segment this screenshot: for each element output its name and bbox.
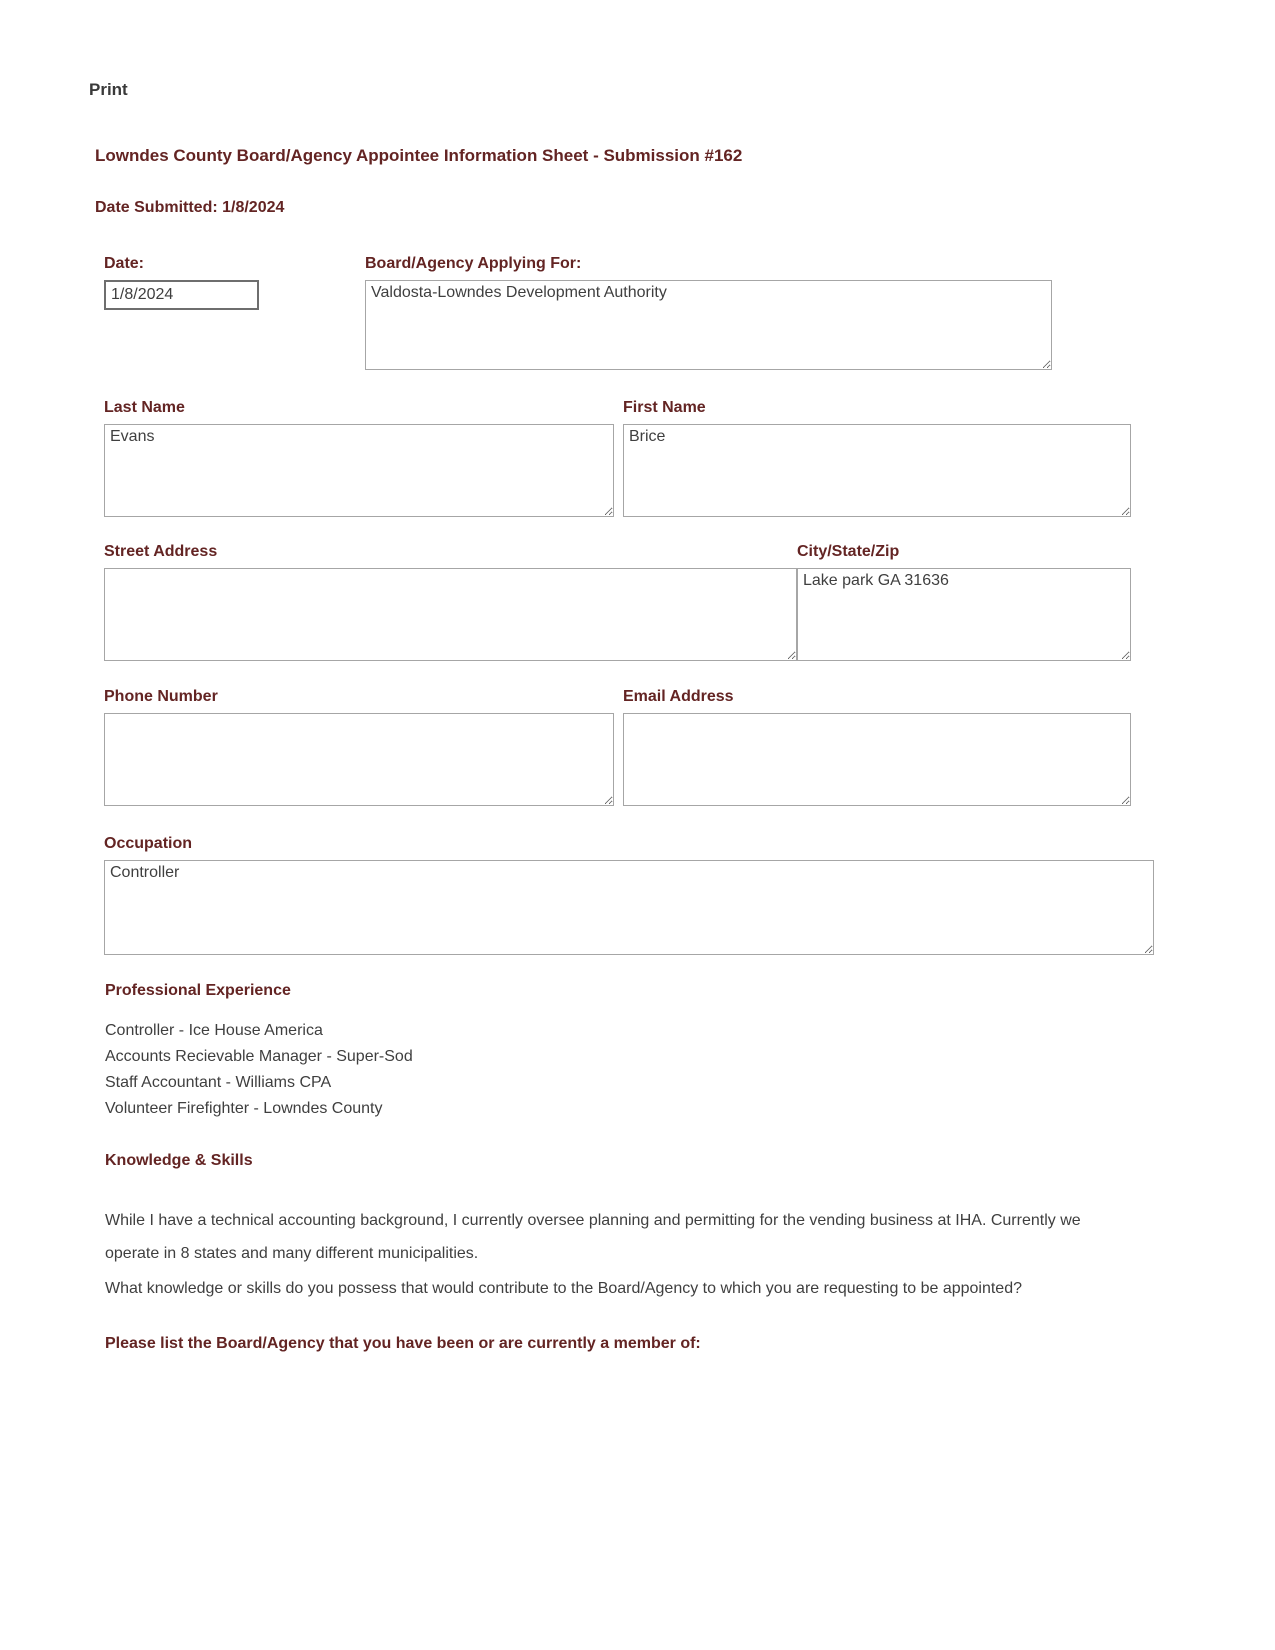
appointee-form — [104, 255, 1171, 955]
phone-textarea[interactable] — [104, 713, 614, 806]
first-name-label: First Name — [623, 399, 706, 416]
row-date-board — [104, 255, 1171, 370]
experience-line: Controller - Ice House America — [105, 1022, 323, 1039]
row-names — [104, 399, 1171, 517]
email-label: Email Address — [623, 688, 734, 705]
date-submitted: Date Submitted: 1/8/2024 — [95, 199, 285, 216]
print-button[interactable]: Print — [89, 80, 128, 99]
field-email — [623, 688, 1131, 806]
street-address-label: Street Address — [104, 543, 218, 560]
last-name-label: Last Name — [104, 399, 185, 416]
first-name-textarea[interactable] — [623, 424, 1131, 517]
city-state-zip-label: City/State/Zip — [797, 543, 900, 560]
experience-line: Volunteer Firefighter - Lowndes County — [105, 1100, 383, 1117]
field-first-name — [623, 399, 1131, 517]
row-contact — [104, 688, 1171, 806]
field-phone — [104, 688, 614, 806]
board-agency-label: Board/Agency Applying For: — [365, 255, 582, 272]
street-address-textarea[interactable] — [104, 568, 797, 661]
occupation-label: Occupation — [104, 835, 193, 852]
page-title: Lowndes County Board/Agency Appointee Information Sheet - Submission #162 — [95, 146, 743, 165]
experience-line: Accounts Recievable Manager - Super-Sod — [105, 1048, 413, 1065]
field-occupation — [104, 835, 1171, 955]
date-label: Date: — [104, 255, 145, 272]
field-street-address — [104, 543, 797, 661]
email-textarea[interactable] — [623, 713, 1131, 806]
board-agency-textarea[interactable] — [365, 280, 1052, 370]
field-last-name — [104, 399, 614, 517]
professional-experience-heading: Professional Experience — [105, 982, 291, 999]
knowledge-skills-heading: Knowledge & Skills — [105, 1152, 253, 1169]
phone-label: Phone Number — [104, 688, 218, 705]
professional-experience-list — [105, 1018, 1275, 1122]
experience-line: Staff Accountant - Williams CPA — [105, 1074, 332, 1091]
field-city-state-zip — [797, 543, 1131, 661]
occupation-textarea[interactable] — [104, 860, 1154, 955]
row-address — [104, 543, 1171, 661]
date-input[interactable] — [104, 280, 259, 310]
field-board-agency — [365, 255, 1052, 370]
last-name-textarea[interactable] — [104, 424, 614, 517]
field-date — [104, 255, 365, 310]
knowledge-skills-question: What knowledge or skills do you possess that would contribute to the Board/Agency to which you are requesting to be appointed? — [105, 1280, 1022, 1297]
knowledge-skills-answer: While I have a technical accounting background, I currently oversee planning and permitting for the vending business at IHA. Currently we operate in 8 states and many different municipalities. — [105, 1212, 1081, 1262]
member-of-heading: Please list the Board/Agency that you have been or are currently a member of: — [105, 1335, 701, 1352]
city-state-zip-textarea[interactable] — [797, 568, 1131, 661]
